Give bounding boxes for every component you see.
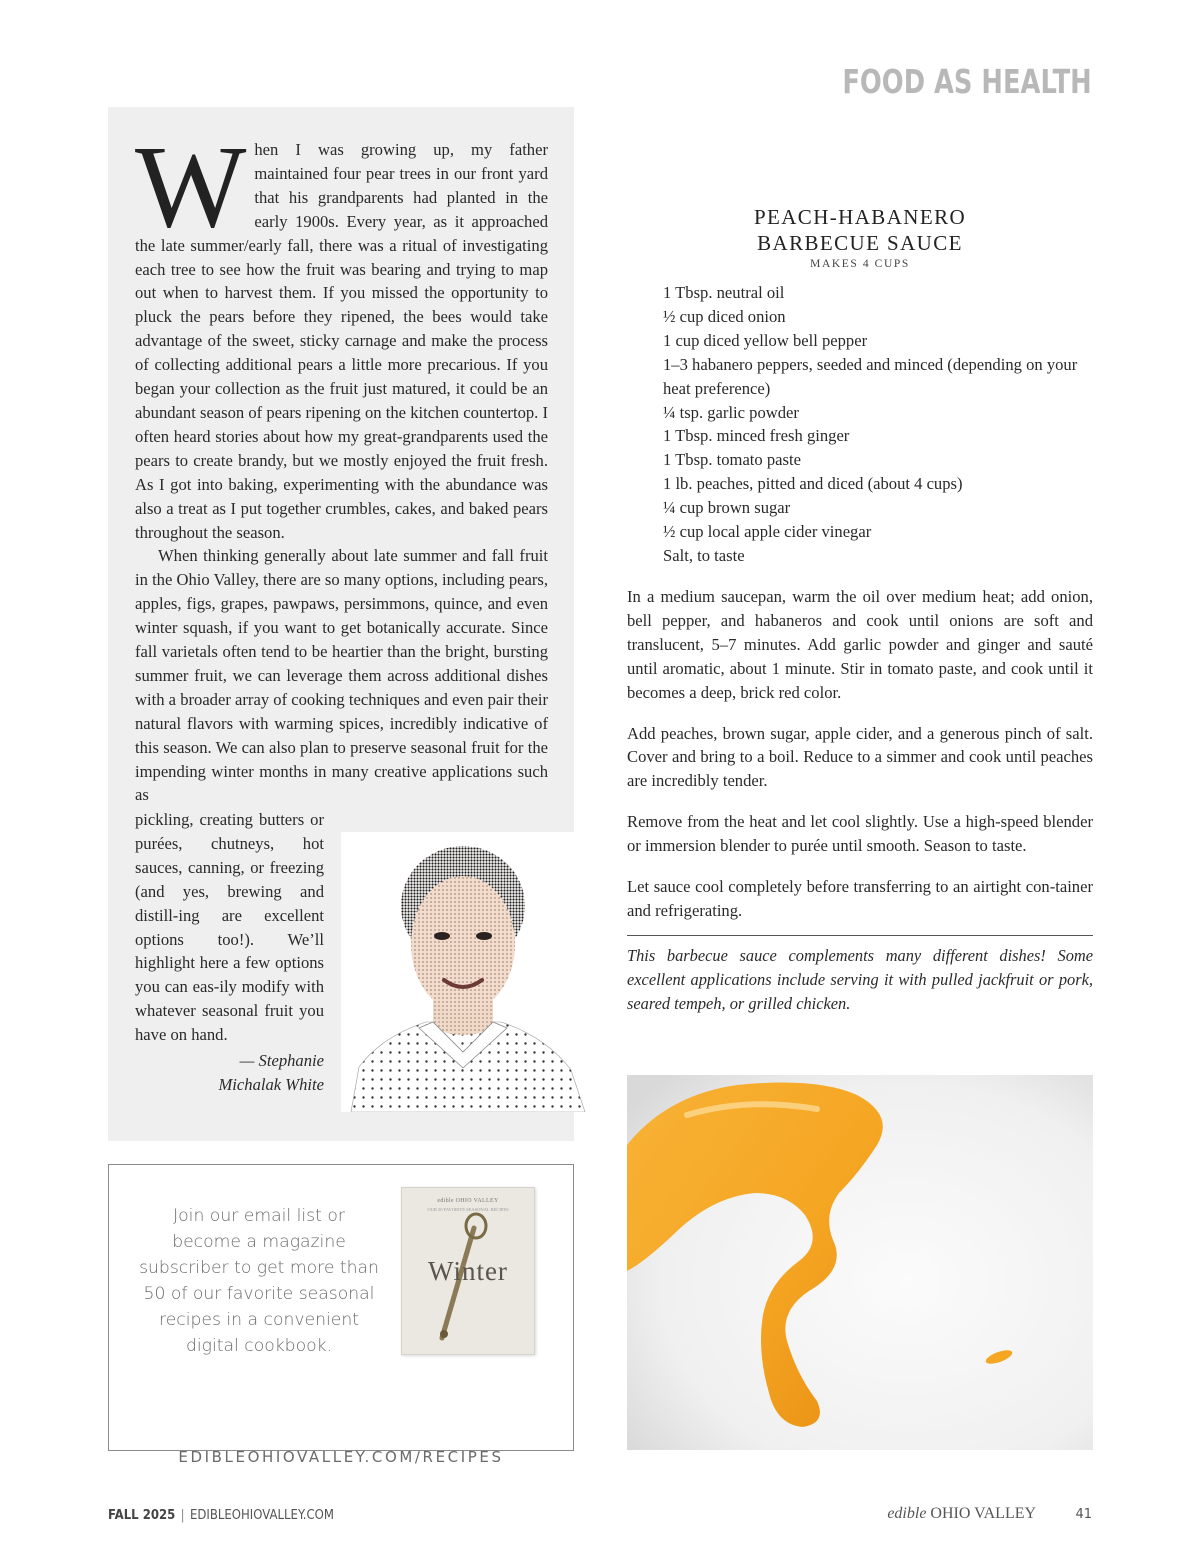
sauce-illustration (627, 1075, 1093, 1450)
signature-line-2: Michalak White (218, 1074, 324, 1094)
ingredient-item: 1 lb. peaches, pitted and diced (about 4 cups) (663, 474, 963, 494)
section-label: FOOD AS HEALTH (842, 62, 1092, 101)
essay-paragraph-1: hen I was growing up, my father maintained four pear trees in our front yard that his grandparents had planted in the early 1900s. Every year, as it approached the late summer/early fall, there was a ritual of investigating each tree to see how the fruit was bearing and trying to map out when to harvest them. If you missed the opportunity to pluck the pears before they ripened, the bees would take advantage of the sweet, sticky carnage and make the process of collecting additional pears a little more precarious. If you began your collection as the fruit just matured, it could be an abundant season of pears ripening on the kitchen countertop. I often heard stories about how my great-grandparents used the pears to create brandy, but we mostly enjoyed the fruit fresh. As I got into baking, experimenting with the abundance was also a treat as I put together crumbles, cakes, and baked pears throughout the season. (135, 140, 548, 542)
subscribe-text: Join our email list or become a magazine subscriber to get more than 50 of our favorite seasonal recipes in a convenient digital cookbook. (139, 1206, 379, 1356)
recipe-method (627, 585, 1093, 940)
note-divider (627, 935, 1093, 936)
recipe-title-line-2: BARBECUE SAUCE (757, 231, 963, 255)
footer-issue: FALL 2025 (108, 1508, 176, 1523)
footer-brand (887, 1505, 1092, 1523)
portrait-illustration (341, 832, 587, 1112)
cookbook-cover (401, 1187, 535, 1355)
ingredient-list (663, 281, 1093, 568)
ingredient-item: ½ cup local apple cider vinegar (663, 522, 872, 542)
ingredient-item: 1–3 habanero peppers, seeded and minced (depending on your heat preference) (663, 354, 1078, 398)
sauce-photo (627, 1075, 1093, 1450)
recipe-title-line-1: PEACH-HABANERO (753, 205, 967, 229)
method-step: In a medium saucepan, warm the oil over medium heat; add onion, bell pepper, and habaneros and cook until onions are soft and translucent, 5–7 minutes. Add garlic powder and ginger and sauté until aromatic, about 1 minute. Stir in tomato paste, and cook until it becomes a deep, brick red color. (627, 587, 1093, 702)
ingredient-item: 1 Tbsp. tomato paste (663, 450, 801, 470)
recipe-yield: MAKES 4 CUPS (810, 258, 910, 270)
recipe-note: This barbecue sauce complements many different dishes! Some excellent applications include serving it with pulled jackfruit or pork, seared tempeh, or grilled chicken. (627, 946, 1093, 1013)
ingredient-item: ½ cup diced onion (663, 306, 786, 326)
essay-continued (135, 808, 324, 1097)
ingredient-item: 1 cup diced yellow bell pepper (663, 330, 868, 350)
essay-text (135, 121, 548, 807)
cookbook-title: Winter (428, 1256, 508, 1286)
cookbook-subtitle: OUR 50 FAVORITE SEASONAL RECIPES (427, 1207, 509, 1212)
essay-paragraph-2-continued: pickling, creating butters or purées, chutneys, hot sauces, canning, or freezing (and yes, brewing and distill-ing are excellent options too!). We’ll highlight here a few options you can eas-ily modify with whatever seasonal fruit you have on hand. (135, 810, 324, 1045)
footer-brand-name: OHIO VALLEY (930, 1505, 1036, 1522)
signature-line-1: — Stephanie (239, 1051, 324, 1071)
ingredient-item: Salt, to taste (663, 545, 745, 565)
footer-site-link[interactable]: EDIBLEOHIOVALLEY.COM (190, 1508, 334, 1523)
method-step: Remove from the heat and let cool slightly. Use a high-speed blender or immersion blender to purée until smooth. Season to taste. (627, 812, 1093, 856)
author-portrait (341, 832, 587, 1112)
subscribe-box (108, 1164, 574, 1466)
page-number: 41 (1075, 1507, 1092, 1522)
essay-paragraph-2: When thinking generally about late summer and fall fruit in the Ohio Valley, there are so many options, including pears, apples, figs, grapes, pawpaws, persimmons, quince, and even winter squash, if you want to get botanically accurate. Since fall varietals often tend to be heartier than the bright, bursting summer fruit, we can leverage them across additional dishes with a broader array of cooking techniques and even pair their natural flavors with warming spices, incredibly indicative of this season. We can also plan to preserve seasonal fruit for the impending winter months in many creative applications such as (135, 546, 548, 805)
footer-issue-info: FALL 2025 | EDIBLEOHIOVALLEY.COM (108, 1508, 334, 1523)
footer-brand-italic: edible (887, 1505, 927, 1522)
cookbook-brand: edible OHIO VALLEY (437, 1198, 499, 1204)
method-step: Let sauce cool completely before transferring to an airtight con-tainer and refrigerating. (627, 877, 1093, 920)
ingredient-item: 1 Tbsp. neutral oil (663, 283, 785, 302)
author-signature (135, 1049, 324, 1097)
ingredient-item: 1 Tbsp. minced fresh ginger (663, 426, 850, 446)
ingredient-item: ¼ tsp. garlic powder (663, 402, 799, 422)
recipe-title (627, 204, 1093, 256)
recipes-url-link[interactable]: EDIBLEOHIOVALLEY.COM/RECIPES (178, 1448, 504, 1466)
drop-cap: W (135, 121, 247, 252)
method-step: Add peaches, brown sugar, apple cider, and a generous pinch of salt. Cover and bring to a boil. Reduce to a simmer and cook until peaches are incredibly tender. (627, 723, 1093, 791)
ingredient-item: ¼ cup brown sugar (663, 498, 791, 518)
